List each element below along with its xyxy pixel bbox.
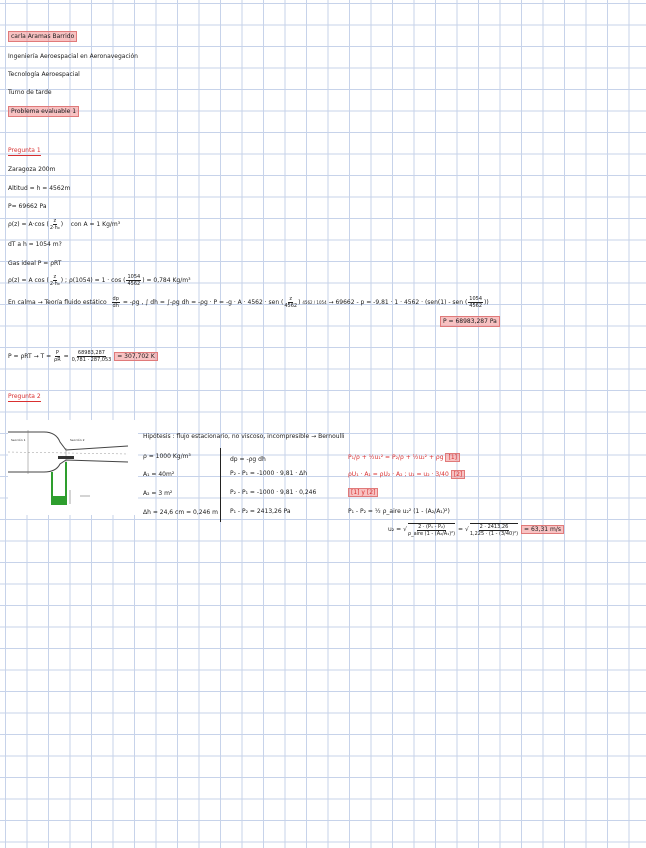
q1-altitude: Altitud = h = 4562m: [8, 185, 71, 192]
q1-city: Zaragoza 200m: [8, 166, 56, 173]
q1-temperature-calc: P = ρRT → T = $\frac{P}{\rho R}$ = $\frac{68983,287}{0,781 \cdot 287,053}$ = 307,702 K: [8, 350, 158, 364]
q1-density-formula: ρ(z) = A·cos ( $\frac{z}{\text{2·h₀}}$ ) con A = 1 Kg/m³: [8, 218, 121, 231]
q2-step-4: P₁ - P₂ = 2413,26 Pa: [230, 508, 291, 515]
q1-heading: Pregunta 1: [8, 147, 41, 154]
document-title: Problema evaluable 1: [8, 106, 79, 117]
q2-step-1: dp = -ρg dh: [230, 456, 266, 463]
section-2-label: Sección 2: [70, 438, 85, 442]
author-name: carla Aramas Barrido: [8, 31, 77, 42]
q1-ideal-gas: Gas ideal P = ρRT: [8, 260, 62, 267]
q2-continuity-eq: ρU₁ · A₁ = ρU₂ · A₂ ; u₁ = u₂ · 3/40 [2]: [348, 470, 465, 479]
q1-density-calc: ρ(z) = A cos ( $\frac{z}{\text{2·h₀}}$ ) ; ρ(1054) = 1 · cos ( $\frac{1054}{4562}$ ) = 0,784 Kg/m³: [8, 274, 191, 287]
q2-brace: [220, 448, 221, 522]
q1-temperature-result: = 307,702 K: [114, 352, 158, 361]
q2-step-3: P₂ - P₁ = -1000 · 9,81 · 0,246: [230, 489, 317, 496]
q1-pressure: P= 69662 Pa: [8, 203, 47, 210]
q2-given-area-1: A₁ = 40m²: [143, 471, 175, 478]
q2-given-area-2: A₂ = 3 m²: [143, 490, 173, 497]
q2-velocity-result: = 63,31 m/s: [521, 525, 564, 534]
q1-question: dT a h = 1054 m?: [8, 241, 62, 248]
q2-hypothesis: Hipótesis : flujo estacionario, no viscoso, incompresible → Bernoulli: [143, 433, 345, 440]
q2-step-2: P₂ - P₁ = -1000 · 9,81 · Δh: [230, 470, 308, 477]
q1-pressure-result: P = 68983,287 Pa: [440, 316, 500, 327]
q2-given-height: Δh = 24,6 cm = 0,246 m: [143, 509, 218, 516]
q2-velocity-calc: u₂ = √ $\frac{\text{2 · (P₁ - P₂)}}{\text{ρ\_aire (1 - (A₂/A₁)²)}}$ = √ $\frac{2 \cdot 2413,26}{\text{1,225 · (1 - (3/40)²)}}$ = 63,31 m/s: [388, 522, 564, 538]
q2-bernoulli-eq: P₁/ρ + ½u₁² = P₂/ρ + ½u₂² + ρg [1]: [348, 453, 460, 462]
q2-given-density: ρ = 1000 Kg/m³: [143, 453, 191, 460]
subject-line: Tecnología Aeroespacial: [8, 71, 80, 78]
q2-pressure-diff: P₁ - P₂ = ½ ρ_aire u₂² (1 - (A₂/A₁)²): [348, 508, 450, 515]
q2-combine: [1] y [2]: [348, 488, 378, 497]
venturi-drawing: [8, 420, 138, 515]
q1-hydrostatic-calc: En calma → Teoría fluido estático $\frac{dp}{dh}$ = -ρg , ∫ dh = ∫-ρg dh = -ρg · P = -g · A · 4562 · sen ( $\frac{z}{4562}$ ) 4562 / 1054 → 69662 - p = -9,81 · 1 · 4562 · (sen(1) - sen ( $\frac{1054}{4562}$ )): [8, 296, 489, 309]
venturi-diagram: [8, 420, 138, 515]
section-1-label: Sección 1: [11, 438, 26, 442]
degree-line: Ingeniería Aeroespacial en Aeronavegación: [8, 53, 138, 60]
shift-line: Turno de tarde: [8, 89, 52, 96]
q2-heading: Pregunta 2: [8, 393, 41, 400]
